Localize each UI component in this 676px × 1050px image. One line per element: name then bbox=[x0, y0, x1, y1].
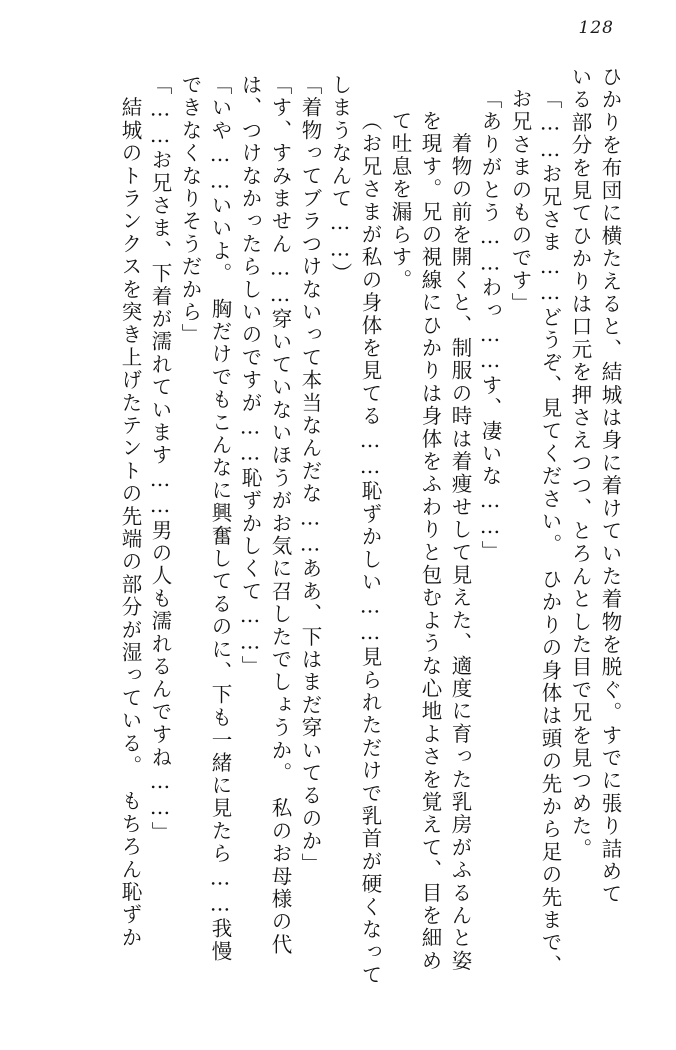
page-number: 128 bbox=[578, 18, 614, 38]
text-column: ひかりを布団に横たえると、結城は身に着けていた着物を脱ぐ。すでに張り詰めて bbox=[598, 66, 622, 906]
text-column: は、つけなかったらしいのですが……恥ずかしくて……」 bbox=[238, 74, 262, 679]
vertical-text-body bbox=[56, 66, 620, 996]
text-column: を現す。兄の視線にひかりは身体をふわりと包むような心地よさを覚えて、目を細め bbox=[418, 110, 442, 973]
text-column: 「……お兄さま……どうぞ、見てください。 ひかりの身体は頭の先から足の先まで、 bbox=[538, 88, 562, 978]
text-column: 「着物ってブラつけないって本当なんだな……ああ、下はまだ穿いてるのか」 bbox=[298, 74, 322, 876]
text-column: 「いや……いいよ。 胸だけでもこんなに興奮してるのに、下も一緒に見たら……我慢 bbox=[208, 74, 232, 964]
text-column: 結城のトランクスを突き上げたテントの先端の部分が湿っている。 もちろん恥ずか bbox=[118, 74, 142, 950]
text-column: 「す、すみません……穿いていないほうがお気に召したでしょうか。 私のお母様の代 bbox=[268, 74, 292, 957]
text-column: 「ありがとう……わっ……す、凄いな……」 bbox=[478, 88, 502, 563]
text-column: （お兄さまが私の身体を見てる……恥ずかしい……見られただけで乳首が硬くなって bbox=[358, 110, 382, 987]
text-column: 着物の前を開くと、制服の時は着痩せして見えた、適度に育った乳房がふるんと姿 bbox=[448, 110, 472, 973]
text-column: お兄さまのものです」 bbox=[508, 88, 532, 315]
text-column: しまうなんて……） bbox=[328, 74, 352, 286]
text-column: て吐息を漏らす。 bbox=[388, 110, 412, 292]
text-column: 「……お兄さま、下着が濡れています……男の人も濡れるんですね……」 bbox=[148, 74, 172, 845]
text-column: いる部分を見てひかりは口元を押さえつつ、とろんとした目で兄を見つめた。 bbox=[568, 66, 592, 861]
text-column: できなくなりそうだから」 bbox=[178, 74, 202, 347]
